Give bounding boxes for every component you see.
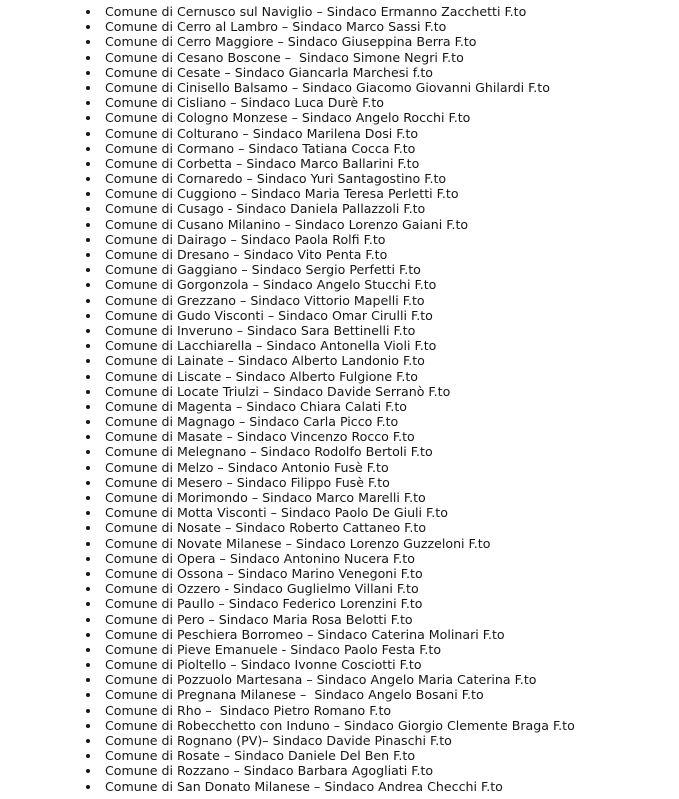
- list-item: Comune di Cornaredo – Sindaco Yuri Santagostino F.to: [86, 171, 671, 186]
- list-item: Comune di Gudo Visconti – Sindaco Omar Cirulli F.to: [86, 308, 671, 323]
- list-item: Comune di Cusano Milanino – Sindaco Lorenzo Gaiani F.to: [86, 217, 671, 232]
- list-item: Comune di Rho – Sindaco Pietro Romano F.to: [86, 703, 671, 718]
- list-item: Comune di Cesate – Sindaco Giancarla Marchesi f.to: [86, 65, 671, 80]
- list-item: Comune di Dairago – Sindaco Paola Rolfi F.to: [86, 232, 671, 247]
- list-item: Comune di Cusago - Sindaco Daniela Pallazzoli F.to: [86, 201, 671, 216]
- list-item: Comune di Gorgonzola – Sindaco Angelo Stucchi F.to: [86, 277, 671, 292]
- list-item: Comune di Cinisello Balsamo – Sindaco Giacomo Giovanni Ghilardi F.to: [86, 80, 671, 95]
- list-item: Comune di Gaggiano – Sindaco Sergio Perfetti F.to: [86, 262, 671, 277]
- list-item: Comune di Colturano – Sindaco Marilena Dosi F.to: [86, 126, 671, 141]
- list-item: Comune di Cerro al Lambro – Sindaco Marco Sassi F.to: [86, 19, 671, 34]
- list-item: Comune di Paullo – Sindaco Federico Lorenzini F.to: [86, 596, 671, 611]
- list-item: Comune di Corbetta – Sindaco Marco Ballarini F.to: [86, 156, 671, 171]
- list-item: Comune di Nosate – Sindaco Roberto Cattaneo F.to: [86, 520, 671, 535]
- list-item: Comune di Pregnana Milanese – Sindaco Angelo Bosani F.to: [86, 687, 671, 702]
- list-item: Comune di Pozzuolo Martesana – Sindaco Angelo Maria Caterina F.to: [86, 672, 671, 687]
- list-item: Comune di Rognano (PV)– Sindaco Davide Pinaschi F.to: [86, 733, 671, 748]
- list-item: Comune di Peschiera Borromeo – Sindaco Caterina Molinari F.to: [86, 627, 671, 642]
- list-item: Comune di Dresano – Sindaco Vito Penta F.to: [86, 247, 671, 262]
- list-item: Comune di Rosate – Sindaco Daniele Del Ben F.to: [86, 748, 671, 763]
- list-item: Comune di Lacchiarella – Sindaco Antonella Violi F.to: [86, 338, 671, 353]
- list-item: Comune di San Donato Milanese – Sindaco Andrea Checchi F.to: [86, 779, 671, 794]
- list-item: Comune di Cerro Maggiore – Sindaco Giuseppina Berra F.to: [86, 34, 671, 49]
- list-item: Comune di Rozzano – Sindaco Barbara Agogliati F.to: [86, 763, 671, 778]
- list-item: Comune di Cisliano – Sindaco Luca Durè F.to: [86, 95, 671, 110]
- list-item: Comune di Cologno Monzese – Sindaco Angelo Rocchi F.to: [86, 110, 671, 125]
- list-item: Comune di Ossona – Sindaco Marino Venegoni F.to: [86, 566, 671, 581]
- list-item: Comune di Novate Milanese – Sindaco Lorenzo Guzzeloni F.to: [86, 536, 671, 551]
- list-item: Comune di Locate Triulzi – Sindaco Davide Serranò F.to: [86, 384, 671, 399]
- list-item: Comune di Inveruno – Sindaco Sara Bettinelli F.to: [86, 323, 671, 338]
- list-item: Comune di Melzo – Sindaco Antonio Fusè F.to: [86, 460, 671, 475]
- list-item: Comune di Mesero – Sindaco Filippo Fusè F.to: [86, 475, 671, 490]
- list-item: Comune di Liscate – Sindaco Alberto Fulgione F.to: [86, 369, 671, 384]
- list-item: Comune di Magnago – Sindaco Carla Picco F.to: [86, 414, 671, 429]
- list-item: Comune di Robecchetto con Induno – Sindaco Giorgio Clemente Braga F.to: [86, 718, 671, 733]
- list-item: Comune di Lainate – Sindaco Alberto Landonio F.to: [86, 353, 671, 368]
- list-item: Comune di Motta Visconti – Sindaco Paolo De Giuli F.to: [86, 505, 671, 520]
- list-item: Comune di Ozzero - Sindaco Guglielmo Villani F.to: [86, 581, 671, 596]
- mayor-signature-list: [86, 4, 671, 794]
- list-item: Comune di Opera – Sindaco Antonino Nucera F.to: [86, 551, 671, 566]
- list-item: Comune di Cesano Boscone – Sindaco Simone Negri F.to: [86, 50, 671, 65]
- list-item: Comune di Pioltello – Sindaco Ivonne Cosciotti F.to: [86, 657, 671, 672]
- list-item: Comune di Cormano – Sindaco Tatiana Cocca F.to: [86, 141, 671, 156]
- list-item: Comune di Cuggiono – Sindaco Maria Teresa Perletti F.to: [86, 186, 671, 201]
- list-item: Comune di Pieve Emanuele - Sindaco Paolo Festa F.to: [86, 642, 671, 657]
- list-item: Comune di Grezzano – Sindaco Vittorio Mapelli F.to: [86, 293, 671, 308]
- list-item: Comune di Magenta – Sindaco Chiara Calati F.to: [86, 399, 671, 414]
- list-item: Comune di Pero – Sindaco Maria Rosa Belotti F.to: [86, 612, 671, 627]
- list-item: Comune di Cernusco sul Naviglio – Sindaco Ermanno Zacchetti F.to: [86, 4, 671, 19]
- list-item: Comune di Melegnano – Sindaco Rodolfo Bertoli F.to: [86, 444, 671, 459]
- list-item: Comune di Masate – Sindaco Vincenzo Rocco F.to: [86, 429, 671, 444]
- list-item: Comune di Morimondo – Sindaco Marco Marelli F.to: [86, 490, 671, 505]
